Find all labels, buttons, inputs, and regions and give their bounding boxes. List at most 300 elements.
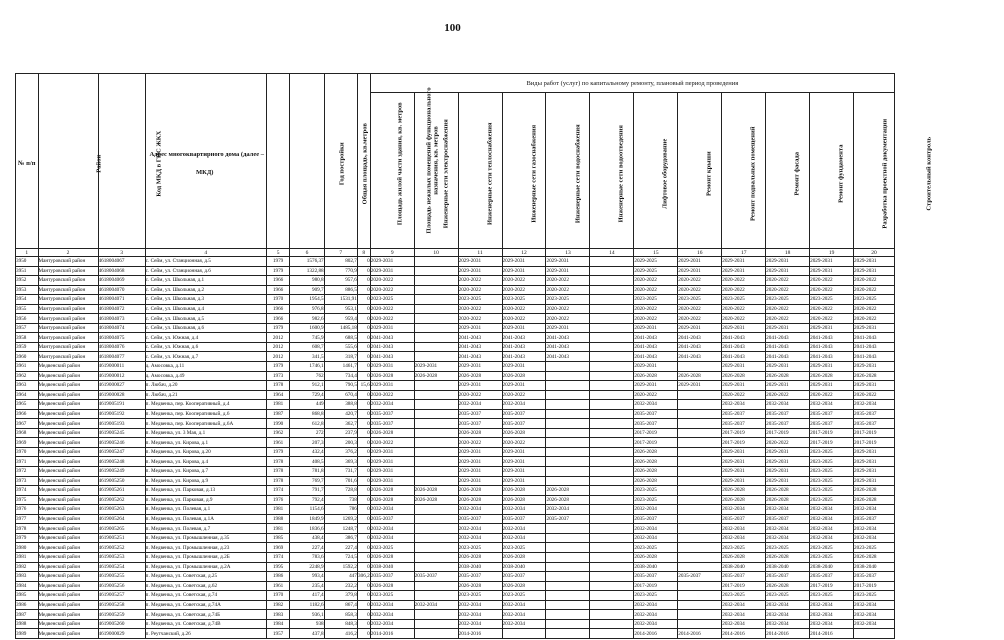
row-code: 4619000012 <box>98 371 145 381</box>
row-work-period-11: 2038-2040 <box>810 562 854 572</box>
row-address: п. Медвенка, ул. Советская, д.74Б <box>145 610 266 620</box>
row-work-period-11: 2020-2022 <box>810 304 854 314</box>
row-work-period-8 <box>678 438 722 448</box>
row-total-area: 1576,37 <box>290 257 324 267</box>
column-number: 10 <box>414 249 458 257</box>
row-work-period-1: 2032-2034 <box>370 505 414 515</box>
table-row <box>16 533 895 543</box>
row-work-period-5 <box>546 447 590 457</box>
row-work-period-4: 2035-2037 <box>502 409 546 419</box>
row-work-period-12: 2029-2031 <box>854 323 895 333</box>
row-address: с. Сейм, ул. Школьная, д.6 <box>145 323 266 333</box>
row-work-period-12: 2023-2025 <box>854 295 895 305</box>
row-living-area: 386,7 <box>324 533 357 543</box>
row-year-built: 1961 <box>266 581 290 591</box>
header-work-7: Ремонт крыши <box>634 93 678 249</box>
row-total-area: 980,8 <box>290 276 324 286</box>
row-work-period-10: 2038-2040 <box>766 562 810 572</box>
row-work-period-2 <box>414 342 458 352</box>
row-district: Медвенский район <box>38 447 98 457</box>
row-work-period-11: 2023-2025 <box>810 467 854 477</box>
row-address: п. Медвенка, ул. Промышленная, д.2Б <box>145 552 266 562</box>
row-work-period-1: 2026-2028 <box>370 428 414 438</box>
row-address: с. Сейм, ул. Школьная, д.1 <box>145 276 266 286</box>
row-work-period-1: 2020-2022 <box>370 438 414 448</box>
row-work-period-4: 2041-2043 <box>502 352 546 362</box>
row-number: 3964 <box>16 390 39 400</box>
row-work-period-12: 2029-2031 <box>854 447 895 457</box>
row-living-area: 1269,2 <box>324 514 357 524</box>
row-work-period-12: 2023-2025 <box>854 591 895 601</box>
row-total-area: 729,4 <box>290 390 324 400</box>
row-number: 3955 <box>16 304 39 314</box>
row-work-period-1: 2020-2022 <box>370 304 414 314</box>
row-code: 4618004068 <box>98 266 145 276</box>
row-number: 3957 <box>16 323 39 333</box>
row-work-period-3: 2035-2037 <box>458 514 502 524</box>
row-work-period-6 <box>590 514 634 524</box>
row-district: Медвенский район <box>38 409 98 419</box>
row-district: Медвенский район <box>38 428 98 438</box>
row-work-period-1: 2032-2034 <box>370 400 414 410</box>
row-work-period-12: 2032-2034 <box>854 600 895 610</box>
row-work-period-10: 2023-2025 <box>766 591 810 601</box>
row-work-period-8 <box>678 419 722 429</box>
column-number: 8 <box>357 249 370 257</box>
row-work-period-1: 2020-2022 <box>370 285 414 295</box>
row-work-period-3: 2023-2025 <box>458 591 502 601</box>
row-code: 4619005245 <box>98 428 145 438</box>
row-work-period-3: 2029-2031 <box>458 447 502 457</box>
table-row <box>16 562 895 572</box>
row-work-period-5 <box>546 562 590 572</box>
row-work-period-9: 2020-2022 <box>722 304 766 314</box>
header-address: Адрес многоквартирного дома (далее – МКД) <box>145 74 266 249</box>
row-total-area: 912,1 <box>290 381 324 391</box>
row-total-area: 235,4 <box>290 581 324 591</box>
row-work-period-12 <box>854 629 895 639</box>
row-work-period-6 <box>590 610 634 620</box>
header-work-3: Инженерные сети газоснабжения <box>458 93 502 249</box>
row-district: Мантуровский район <box>38 342 98 352</box>
row-living-area: 790,5 <box>324 381 357 391</box>
row-work-period-11: 2029-2031 <box>810 323 854 333</box>
row-work-period-6 <box>590 257 634 267</box>
row-work-period-10: 2032-2034 <box>766 533 810 543</box>
column-number: 5 <box>266 249 290 257</box>
row-work-period-2: 2032-2034 <box>414 600 458 610</box>
row-year-built: 2012 <box>266 352 290 362</box>
row-work-period-2 <box>414 400 458 410</box>
row-work-period-9: 2017-2019 <box>722 428 766 438</box>
row-work-period-4: 2026-2028 <box>502 552 546 562</box>
row-nonliving-area: 0 <box>357 533 370 543</box>
table-row <box>16 323 895 333</box>
row-total-area: 791,7 <box>290 486 324 496</box>
row-work-period-8: 2020-2022 <box>678 276 722 286</box>
row-work-period-9: 2032-2034 <box>722 600 766 610</box>
row-work-period-8 <box>678 362 722 372</box>
row-year-built: 1974 <box>266 552 290 562</box>
row-code: 4618004075 <box>98 333 145 343</box>
header-work-12: Строительный контроль <box>854 93 895 249</box>
row-work-period-12: 2020-2022 <box>854 390 895 400</box>
row-work-period-9: 2014-2016 <box>722 629 766 639</box>
row-code: 4619005258 <box>98 600 145 610</box>
row-work-period-9: 2017-2019 <box>722 438 766 448</box>
row-address: п. Медвенка, ул. Парковая, д.13 <box>145 486 266 496</box>
row-work-period-9: 2029-2031 <box>722 362 766 372</box>
table-row <box>16 266 895 276</box>
row-work-period-11: 2041-2043 <box>810 333 854 343</box>
header-nonliving-area: Площадь нежилых помещений функционального назначения, кв. метров <box>357 74 370 249</box>
row-work-period-8: 2023-2025 <box>678 295 722 305</box>
row-work-period-12: 2029-2031 <box>854 467 895 477</box>
table-row <box>16 390 895 400</box>
row-work-period-3: 2035-2037 <box>458 419 502 429</box>
row-work-period-8: 2041-2043 <box>678 333 722 343</box>
row-work-period-1: 2029-2031 <box>370 257 414 267</box>
row-work-period-3: 2035-2037 <box>458 572 502 582</box>
row-work-period-1: 2029-2031 <box>370 457 414 467</box>
row-number: 3989 <box>16 629 39 639</box>
row-work-period-11: 2023-2025 <box>810 495 854 505</box>
row-address: п. Любач, д.21 <box>145 390 266 400</box>
row-work-period-2 <box>414 543 458 553</box>
row-code: 4619005256 <box>98 581 145 591</box>
row-code: 4619005254 <box>98 562 145 572</box>
row-number: 3958 <box>16 333 39 343</box>
header-code: Код МКД в ГИС ЖКХ <box>98 74 145 249</box>
row-work-period-12: 2029-2031 <box>854 457 895 467</box>
row-work-period-7: 2020-2022 <box>634 314 678 324</box>
row-total-area: 792,4 <box>290 495 324 505</box>
row-work-period-2 <box>414 629 458 639</box>
row-total-area: 1322,88 <box>290 266 324 276</box>
row-number: 3951 <box>16 266 39 276</box>
row-living-area: 858,3 <box>324 610 357 620</box>
row-work-period-2 <box>414 295 458 305</box>
row-address: с. Сейм, ул. Школьная, д.2 <box>145 285 266 295</box>
row-total-area: 408,5 <box>290 457 324 467</box>
row-living-area: 670,4 <box>324 390 357 400</box>
row-work-period-6 <box>590 524 634 534</box>
row-work-period-3: 2029-2031 <box>458 323 502 333</box>
row-district: Медвенский район <box>38 581 98 591</box>
row-work-period-9: 2020-2022 <box>722 390 766 400</box>
row-living-area: 724,5 <box>324 552 357 562</box>
row-work-period-7: 2029-2025 <box>634 266 678 276</box>
row-work-period-4: 2020-2022 <box>502 304 546 314</box>
row-work-period-5: 2041-2043 <box>546 342 590 352</box>
row-work-period-7: 2041-2043 <box>634 352 678 362</box>
row-work-period-12: 2035-2037 <box>854 419 895 429</box>
row-work-period-7: 2026-2028 <box>634 447 678 457</box>
row-year-built: 1970 <box>266 295 290 305</box>
row-total-area: 612,8 <box>290 419 324 429</box>
row-living-area: 770,9 <box>324 266 357 276</box>
row-nonliving-area: 0 <box>357 295 370 305</box>
table-row <box>16 314 895 324</box>
row-work-period-3: 2020-2022 <box>458 314 502 324</box>
row-work-period-7: 2023-2025 <box>634 495 678 505</box>
row-work-period-6 <box>590 428 634 438</box>
row-total-area: 982,6 <box>290 314 324 324</box>
row-work-period-8: 2020-2022 <box>678 304 722 314</box>
row-total-area: 1182,6 <box>290 600 324 610</box>
row-work-period-11: 2023-2025 <box>810 552 854 562</box>
header-works-title: Виды работ (услуг) по капитальному ремонту, плановый период проведения <box>370 74 894 93</box>
row-work-period-10: 2041-2043 <box>766 333 810 343</box>
row-code: 4618004070 <box>98 285 145 295</box>
header-total-area: Общая площадь, кв.метров <box>290 74 324 249</box>
row-year-built: 1962 <box>266 428 290 438</box>
row-work-period-6 <box>590 581 634 591</box>
row-work-period-5: 2023-2025 <box>546 295 590 305</box>
row-work-period-4: 2032-2034 <box>502 505 546 515</box>
row-work-period-9: 2026-2028 <box>722 552 766 562</box>
row-work-period-6 <box>590 295 634 305</box>
row-work-period-3: 2023-2025 <box>458 543 502 553</box>
row-work-period-6 <box>590 495 634 505</box>
row-work-period-2 <box>414 381 458 391</box>
row-work-period-4: 2029-2031 <box>502 457 546 467</box>
row-work-period-5 <box>546 591 590 601</box>
row-work-period-9: 2038-2040 <box>722 562 766 572</box>
row-work-period-5: 2029-2031 <box>546 257 590 267</box>
row-work-period-8: 2014-2016 <box>678 629 722 639</box>
table-row <box>16 467 895 477</box>
row-work-period-5 <box>546 371 590 381</box>
row-work-period-12: 2032-2034 <box>854 533 895 543</box>
row-address: п. Медвенка, ул. Промышленная, д.35 <box>145 533 266 543</box>
row-work-period-9: 2029-2031 <box>722 467 766 477</box>
row-total-area: 2248,9 <box>290 562 324 572</box>
row-address: с. Сейм, ул. Школьная, д.3 <box>145 295 266 305</box>
row-number: 3982 <box>16 562 39 572</box>
row-work-period-4: 2026-2028 <box>502 486 546 496</box>
row-work-period-4: 2032-2034 <box>502 524 546 534</box>
column-number-row <box>16 249 895 257</box>
row-work-period-6 <box>590 352 634 362</box>
row-living-area: 1592,2 <box>324 562 357 572</box>
row-work-period-4: 2029-2031 <box>502 362 546 372</box>
row-total-area: 1154,6 <box>290 505 324 515</box>
row-nonliving-area: 0 <box>357 600 370 610</box>
row-code: 4619005251 <box>98 533 145 543</box>
row-work-period-2: 2035-2037 <box>414 572 458 582</box>
row-work-period-3: 2029-2031 <box>458 381 502 391</box>
row-work-period-6 <box>590 438 634 448</box>
column-number: 3 <box>98 249 145 257</box>
row-work-period-6 <box>590 342 634 352</box>
row-address: п. Медвенка, ул. Советская, д.62 <box>145 581 266 591</box>
row-work-period-7: 2032-2034 <box>634 600 678 610</box>
row-work-period-6 <box>590 505 634 515</box>
row-work-period-1: 2032-2034 <box>370 610 414 620</box>
row-work-period-9: 2026-2028 <box>722 495 766 505</box>
row-work-period-6 <box>590 543 634 553</box>
row-work-period-9: 2026-2028 <box>722 486 766 496</box>
row-living-area: 1531,91 <box>324 295 357 305</box>
row-work-period-5: 2041-2043 <box>546 352 590 362</box>
row-work-period-7: 2020-2022 <box>634 390 678 400</box>
row-work-period-7: 2026-2028 <box>634 457 678 467</box>
row-work-period-5: 2029-2031 <box>546 323 590 333</box>
row-nonliving-area: 0 <box>357 352 370 362</box>
row-work-period-8: 2026-2028 <box>678 371 722 381</box>
row-total-area: 1849,9 <box>290 514 324 524</box>
row-district: Медвенский район <box>38 457 98 467</box>
row-work-period-7: 2023-2025 <box>634 591 678 601</box>
row-year-built: 1995 <box>266 562 290 572</box>
row-living-area: 1485,18 <box>324 323 357 333</box>
row-year-built: 1973 <box>266 371 290 381</box>
row-work-period-7: 2026-2028 <box>634 552 678 562</box>
row-code: 4618004073 <box>98 314 145 324</box>
row-work-period-7: 2041-2043 <box>634 342 678 352</box>
row-work-period-5 <box>546 467 590 477</box>
table-row <box>16 295 895 305</box>
row-work-period-7: 2020-2022 <box>634 304 678 314</box>
row-work-period-11: 2041-2043 <box>810 352 854 362</box>
row-code: 4619005260 <box>98 619 145 629</box>
row-year-built: 1966 <box>266 304 290 314</box>
row-living-area: 953,1 <box>324 304 357 314</box>
row-address: п. Медвенка, ул. Промышленная, д.23 <box>145 543 266 553</box>
row-number: 3967 <box>16 419 39 429</box>
row-work-period-4: 2026-2028 <box>502 428 546 438</box>
row-work-period-8 <box>678 505 722 515</box>
row-address: с. Сейм, ул. Школьная, д.4 <box>145 304 266 314</box>
row-work-period-6 <box>590 629 634 639</box>
row-work-period-9: 2020-2022 <box>722 314 766 324</box>
row-work-period-9: 2035-2037 <box>722 514 766 524</box>
table-row <box>16 438 895 448</box>
row-total-area: 438,4 <box>290 533 324 543</box>
row-work-period-4: 2032-2034 <box>502 610 546 620</box>
row-work-period-5 <box>546 610 590 620</box>
row-work-period-12: 2026-2028 <box>854 552 895 562</box>
row-work-period-10: 2041-2043 <box>766 342 810 352</box>
row-work-period-8: 2041-2043 <box>678 352 722 362</box>
row-work-period-11: 2017-2019 <box>810 581 854 591</box>
column-number: 6 <box>290 249 324 257</box>
row-work-period-1: 2032-2034 <box>370 533 414 543</box>
table-row <box>16 304 895 314</box>
row-work-period-11: 2020-2022 <box>810 285 854 295</box>
row-number: 3983 <box>16 572 39 582</box>
row-work-period-1: 2032-2034 <box>370 600 414 610</box>
row-year-built: 1966 <box>266 314 290 324</box>
row-work-period-10: 2029-2031 <box>766 476 810 486</box>
table-row <box>16 409 895 419</box>
column-number: 17 <box>722 249 766 257</box>
row-work-period-2 <box>414 524 458 534</box>
row-nonliving-area: 0 <box>357 591 370 601</box>
row-total-area: 781,8 <box>290 467 324 477</box>
row-nonliving-area: 0 <box>357 409 370 419</box>
row-work-period-6 <box>590 333 634 343</box>
row-work-period-8 <box>678 524 722 534</box>
row-work-period-4: 2032-2034 <box>502 400 546 410</box>
row-work-period-4: 2041-2043 <box>502 333 546 343</box>
row-work-period-4: 2029-2031 <box>502 257 546 267</box>
row-work-period-11: 2032-2034 <box>810 400 854 410</box>
row-number: 3981 <box>16 552 39 562</box>
row-work-period-12: 2035-2037 <box>854 514 895 524</box>
row-district: Мантуровский район <box>38 276 98 286</box>
row-work-period-3: 2029-2031 <box>458 467 502 477</box>
row-nonliving-area: 306,2 <box>358 573 370 580</box>
row-living-area: 786 <box>324 505 357 515</box>
row-district: Мантуровский район <box>38 323 98 333</box>
row-living-area: 376,2 <box>324 447 357 457</box>
row-work-period-3: 2023-2025 <box>458 295 502 305</box>
row-work-period-4: 2032-2034 <box>502 533 546 543</box>
row-living-area: 688,5 <box>324 333 357 343</box>
row-work-period-2 <box>414 562 458 572</box>
row-work-period-11: 2029-2031 <box>810 266 854 276</box>
row-work-period-2 <box>414 447 458 457</box>
row-living-area: 728,8 <box>324 486 357 496</box>
row-work-period-8 <box>678 457 722 467</box>
column-number: 18 <box>766 249 810 257</box>
row-district: Медвенский район <box>38 600 98 610</box>
row-work-period-8: 2035-2037 <box>678 572 722 582</box>
row-work-period-1: 2020-2022 <box>370 276 414 286</box>
row-number: 3974 <box>16 486 39 496</box>
row-living-area: 701,6 <box>324 476 357 486</box>
row-district: Медвенский район <box>38 400 98 410</box>
row-work-period-10: 2032-2034 <box>766 610 810 620</box>
row-work-period-10: 2029-2031 <box>766 323 810 333</box>
row-code: 4619005249 <box>98 467 145 477</box>
row-district: Медвенский район <box>38 486 98 496</box>
row-total-area: 449 <box>290 400 324 410</box>
row-work-period-2 <box>414 505 458 515</box>
row-work-period-5: 2035-2037 <box>546 514 590 524</box>
row-code: 4619005247 <box>98 447 145 457</box>
row-work-period-5: 2020-2022 <box>546 285 590 295</box>
row-work-period-6 <box>590 323 634 333</box>
row-work-period-9: 2023-2025 <box>722 543 766 553</box>
row-number: 3971 <box>16 457 39 467</box>
row-work-period-5 <box>546 524 590 534</box>
row-address: п. Медвенка, ул. Парковая, д.9 <box>145 495 266 505</box>
row-work-period-9: 2026-2028 <box>722 371 766 381</box>
row-year-built: 2012 <box>266 333 290 343</box>
row-work-period-3: 2032-2034 <box>458 600 502 610</box>
row-work-period-6 <box>590 362 634 372</box>
row-work-period-8 <box>678 428 722 438</box>
table-row <box>16 457 895 467</box>
row-living-area: 227,4 <box>324 543 357 553</box>
row-code: 4619005191 <box>98 400 145 410</box>
row-year-built: 1969 <box>266 543 290 553</box>
row-work-period-6 <box>590 400 634 410</box>
row-work-period-11: 2023-2025 <box>810 457 854 467</box>
row-work-period-3: 2032-2034 <box>458 524 502 534</box>
row-total-area: 745,9 <box>290 333 324 343</box>
column-number: 11 <box>458 249 502 257</box>
row-work-period-1: 2023-2025 <box>370 543 414 553</box>
row-address: с. Сейм, ул. Станционная, д.6 <box>145 266 266 276</box>
row-living-area: 734,4 <box>324 371 357 381</box>
row-work-period-11: 2032-2034 <box>810 524 854 534</box>
table-row <box>16 552 895 562</box>
row-work-period-7: 2032-2034 <box>634 610 678 620</box>
